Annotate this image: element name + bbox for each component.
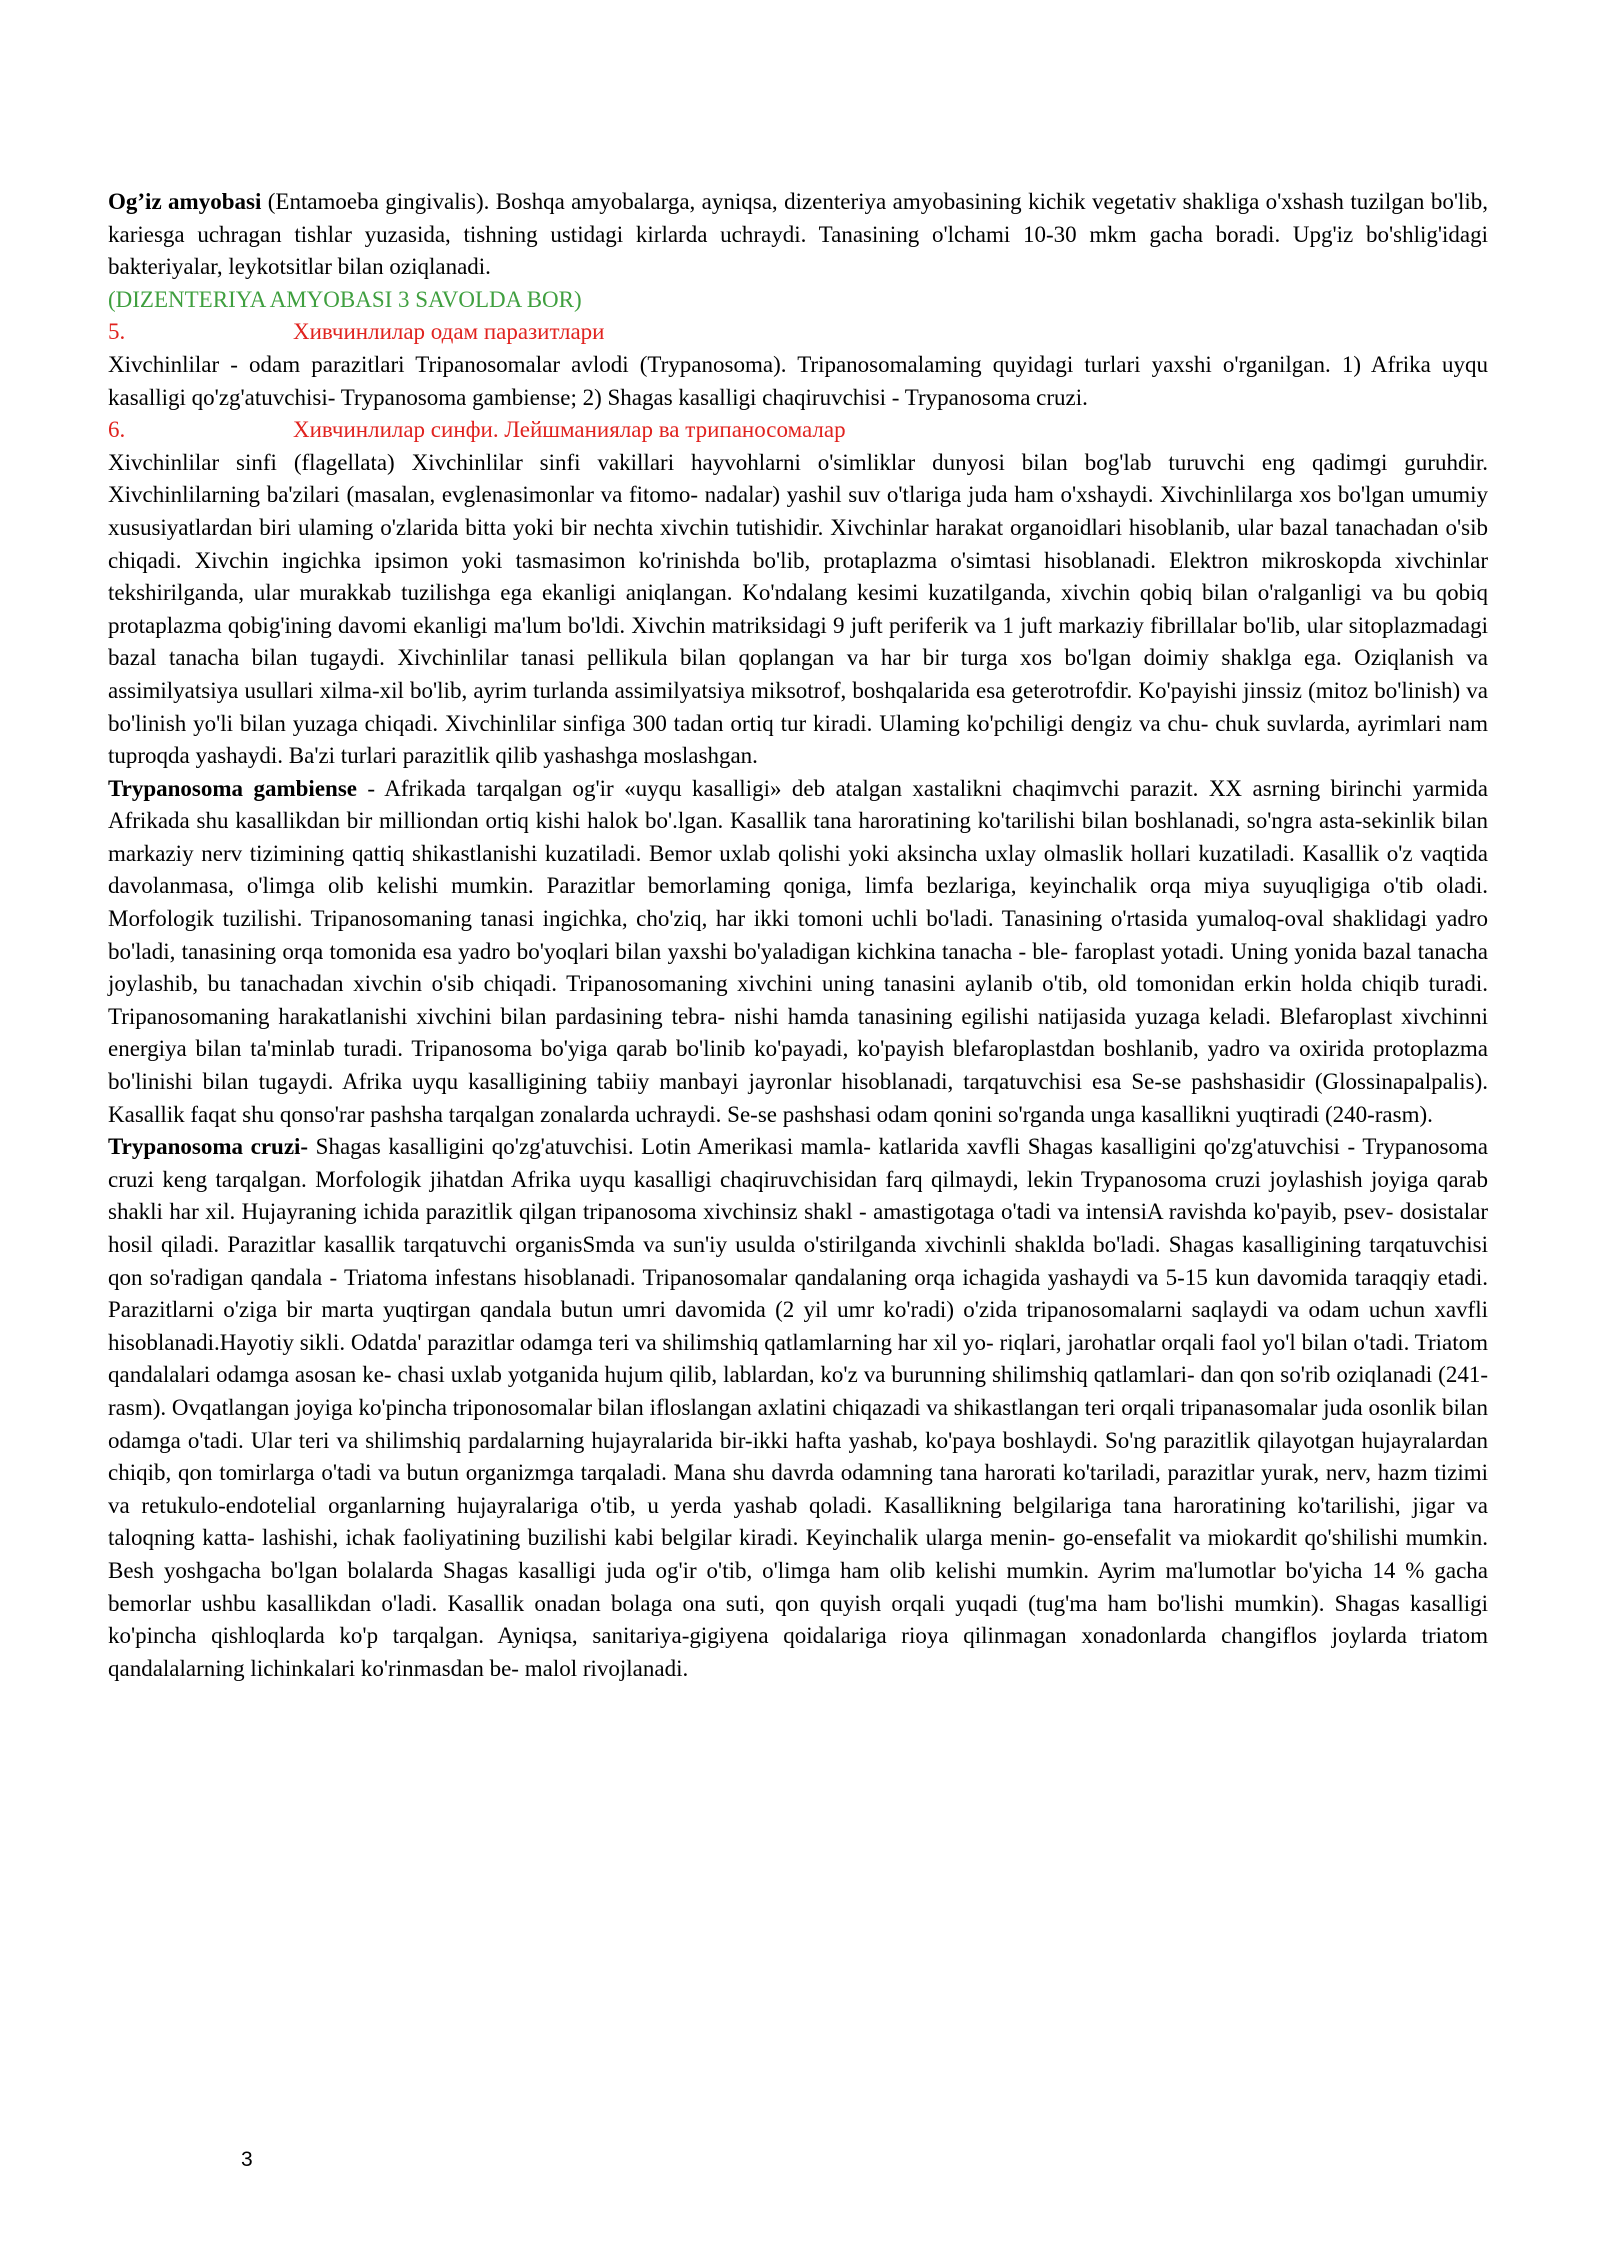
term-cruzi: Trypanosoma cruzi- (108, 1134, 309, 1160)
section-6-title: Хивчинлилар синфи. Лейшманиялар ва трипаносомалар (293, 417, 846, 443)
text-cruzi: Shagas kasalligini qo'zg'atuvchisi. Lotin Amerikasi mamla- katlarida xavfli Shagas kasalligini qo'zg'atuvchisi - Trypanosoma cruzi keng tarqalgan. Morfologik jihatdan Afrika uyqu kasalligi chaqiruvchisidan farq qilmaydi, lekin Trypanosoma cruzi joylashish joyiga qarab shakli har xil. Hujayraning ichida parazitlik qilgan tripanosoma xivchinsiz shakl - amastigotaga o'tadi va intensiA ravishda ko'payib, psev- dosistalar hosil qiladi. Parazitlar kasallik tarqatuvchi organisSmda va sun'iy usulda o'stirilganda xivchinli shaklda bo'ladi. Shagas kasalligining tarqatuvchisi qon so'radigan qandala - Triatoma infestans hisoblanadi. Tripanosomalar qandalaning orqa ichagida yashaydi va 5-15 kun davomida taraqqiy etadi. Parazitlarni o'ziga bir marta yuqtirgan qandala butun umri davomida (2 yil umr ko'radi) o'zida tripanosomalarni saqlaydi va odam uchun xavfli hisoblanadi.Hayotiy sikli. Odatda' parazitlar odamga teri va shilimshiq qatlamlarning har xil yo- riqlari, jarohatlar orqali faol yo'l bilan o'tadi. Triatom qandalalari odamga asosan ke- chasi uxlab yotganida hujum qilib, lablardan, ko'z va burunning shilimshiq qatlamlari- dan qon so'rib oziqlanadi (241-rasm). Ovqatlangan joyiga ko'pincha triponosomalar bilan ifloslangan axlatini chiqazadi va shikastlangan teri orqali tripanasomalar juda osonlik bilan odamga o'tadi. Ular teri va shilimshiq pardalarning hujayralarida bir-ikki hafta yashab, ko'paya boshlaydi. So'ng parazitlik qilayotgan hujayralardan chiqib, qon tomirlarga o'tadi va butun organizmga tarqaladi. Mana shu davrda odamning tana harorati ko'tariladi, parazitlar yurak, nerv, hazm tizimi va retukulo-endotelial organlarning hujayralariga o'tib, u yerda yashab qoladi. Kasallikning belgilariga tana haroratining ko'tarilishi, jigar va taloqning katta- lashishi, ichak faoliyatining buzilishi kabi belgilar kiradi. Keyinchalik ularga menin- go-ensefalit va miokardit qo'shilishi mumkin. Besh yoshgacha bo'lgan bolalarda Shagas kasalligi juda og'ir o'tib, o'limga ham olib kelishi mumkin. Ayrim ma'lumotlar bo'yicha 14 % gacha bemorlar ushbu kasallikdan o'ladi. Kasallik onadan bolaga ona suti, qon quyish orqali yuqadi (tug'ma ham bo'lishi mumkin). Shagas kasalligi ko'pincha qishloqlarda ko'p tarqalgan. Ayniqsa, sanitariya-gigiyena qoidalariga rioya qilinmagan xonadonlarda changiflos joylarda triatom qandalalarning lichinkalari ko'rinmasdan be- malol rivojlanadi. (108, 1134, 1488, 1681)
section-5-title: Хивчинлилар одам паразитлари (293, 319, 605, 345)
term-gambiense: Trypanosoma gambiense (108, 775, 357, 801)
paragraph-gambiense (108, 773, 1488, 1132)
section-6-number: 6. (108, 417, 126, 443)
page-number: 3 (241, 2148, 253, 2171)
paragraph-oral-amoeba (108, 186, 1488, 284)
text-gambiense: - Afrikada tarqalgan og'ir «uyqu kasalligi» deb atalgan xastalikni chaqimvchi parazit. XX asrning birinchi yarmida Afrikada shu kasallikdan bir milliondan ortiq kishi halok bo'.lgan. Kasallik tana haroratining ko'tarilishi bilan boshlanadi, so'ngra asta-sekinlik bilan markaziy nerv tizimining qattiq shikastlanishi kuzatiladi. Bemor uxlab qolishi yoki aksincha uxlay olmaslik hollari kuzatiladi. Kasallik o'z vaqtida davolanmasa, o'limga olib kelishi mumkin. Parazitlar bemorlaming qoniga, limfa bezlariga, keyinchalik orqa miya suyuqligiga o'tib oladi. Morfologik tuzilishi. Tripanosomaning tanasi ingichka, cho'ziq, har ikki tomoni uchli bo'ladi. Tanasining o'rtasida yumaloq-oval shaklidagi yadro bo'ladi, tanasining orqa tomonida esa yadro bo'yoqlari bilan yaxshi bo'yaladigan kichkina tanacha - ble- faroplast yotadi. Uning yonida bazal tanacha joylashib, bu tanachadan xivchin o'sib chiqadi. Tripanosomaning xivchini uning tanasini aylanib o'tib, old tomonidan erkin holda chiqib turadi. Tripanosomaning harakatlanishi xivchini bilan pardasining tebra- nishi hamda tanasining egilishi natijasida yuzaga keladi. Blefaroplast xivchinni energiya bilan ta'minlab turadi. Tripanosoma bo'yiga qarab bo'linib ko'payadi, ko'payish blefaroplastdan boshlanib, yadro va oxirida protoplazma bo'linishi bilan tugaydi. Afrika uyqu kasalligining tabiiy manbayi jayronlar hisoblanadi, tarqatuvchisi esa Se-se pashshasidir (Glossinapalpalis). Kasallik faqat shu qonso'rar pashsha tarqalgan zonalarda uchraydi. Se-se pashshasi odam qonini so'rganda unga kasallikni yuqtiradi (240-rasm). (108, 775, 1488, 1127)
text-oral-amoeba: (Entamoeba gingivalis). Boshqa amyobalarga, ayniqsa, dizenteriya amyobasining kichik vegetativ shakliga o'xshash tuzilgan bo'lib, kariesga uchragan tishlar yuzasida, tishning ustidagi kirlarda uchraydi. Tanasining o'lchami 10-30 mkm gacha boradi. Upg'iz bo'shlig'idagi bakteriyalar, leykotsitlar bilan oziqlanadi. (108, 189, 1488, 280)
heading-section-6 (108, 414, 1488, 447)
document-body (108, 186, 1488, 1685)
section-5-number: 5. (108, 319, 126, 345)
paragraph-section-5: Xivchinlilar - odam parazitlari Tripanosomalar avlodi (Trypanosoma). Tripanosomalaming quyidagi turlari yaxshi o'rganilgan. 1) Afrika uyqu kasalligi qo'zg'atuvchisi- Trypanosoma gambiense; 2) Shagas kasalligi chaqiruvchisi - Trypanosoma cruzi. (108, 351, 1488, 410)
paragraph-cruzi (108, 1131, 1488, 1685)
paragraph-section-6: Xivchinlilar sinfi (flagellata) Xivchinlilar sinfi vakillari hayvohlarni o'simliklar dunyosi bilan bog'lab turuvchi eng qadimgi guruhdir. Xivchinlilarning ba'zilari (masalan, evglenasimonlar va fitomo- nadalar) yashil suv o'tlariga juda ham o'xshaydi. Xivchinlilarga xos bo'lgan umumiy xususiyatlardan biri ulaming o'zlarida bitta yoki bir nechta xivchin tutishidir. Xivchinlar harakat organoidlari hisoblanib, ular bazal tanachadan o'sib chiqadi. Xivchin ingichka ipsimon yoki tasmasimon ko'rinishda bo'lib, protaplazma o'simtasi hisoblanadi. Elektron mikroskopda xivchinlar tekshirilganda, ular murakkab tuzilishga ega ekanligi aniqlangan. Ko'ndalang kesimi kuzatilganda, xivchin qobiq bilan o'ralganligi va bu qobiq protaplazma qobig'ining davomi ekanligi ma'lum bo'ldi. Xivchin matriksidagi 9 juft periferik va 1 juft markaziy fibrillalar bo'lib, ular sitoplazmadagi bazal tanacha bilan tugaydi. Xivchinlilar tanasi pellikula bilan qoplangan va har bir turga xos bo'lgan doimiy shaklga ega. Oziqlanish va assimilyatsiya usullari xilma-xil bo'lib, ayrim turlanda assimilyatsiya miksotrof, boshqalarida esa geterotrofdir. Ko'payishi jinssiz (mitoz bo'linish) va bo'linish yo'li bilan yuzaga chiqadi. Xivchinlilar sinfiga 300 tadan ortiq tur kiradi. Ulaming ko'pchiligi dengiz va chu- chuk suvlarda, ayrimlari nam tuproqda yashaydi. Ba'zi turlari parazitlik qilib yashashga moslashgan. (108, 449, 1488, 769)
heading-section-5 (108, 316, 1488, 349)
term-oral-amoeba: Og’iz amyobasi (108, 189, 262, 214)
note-dysentery: (DIZENTERIYA AMYOBASI 3 SAVOLDA BOR) (108, 286, 582, 312)
